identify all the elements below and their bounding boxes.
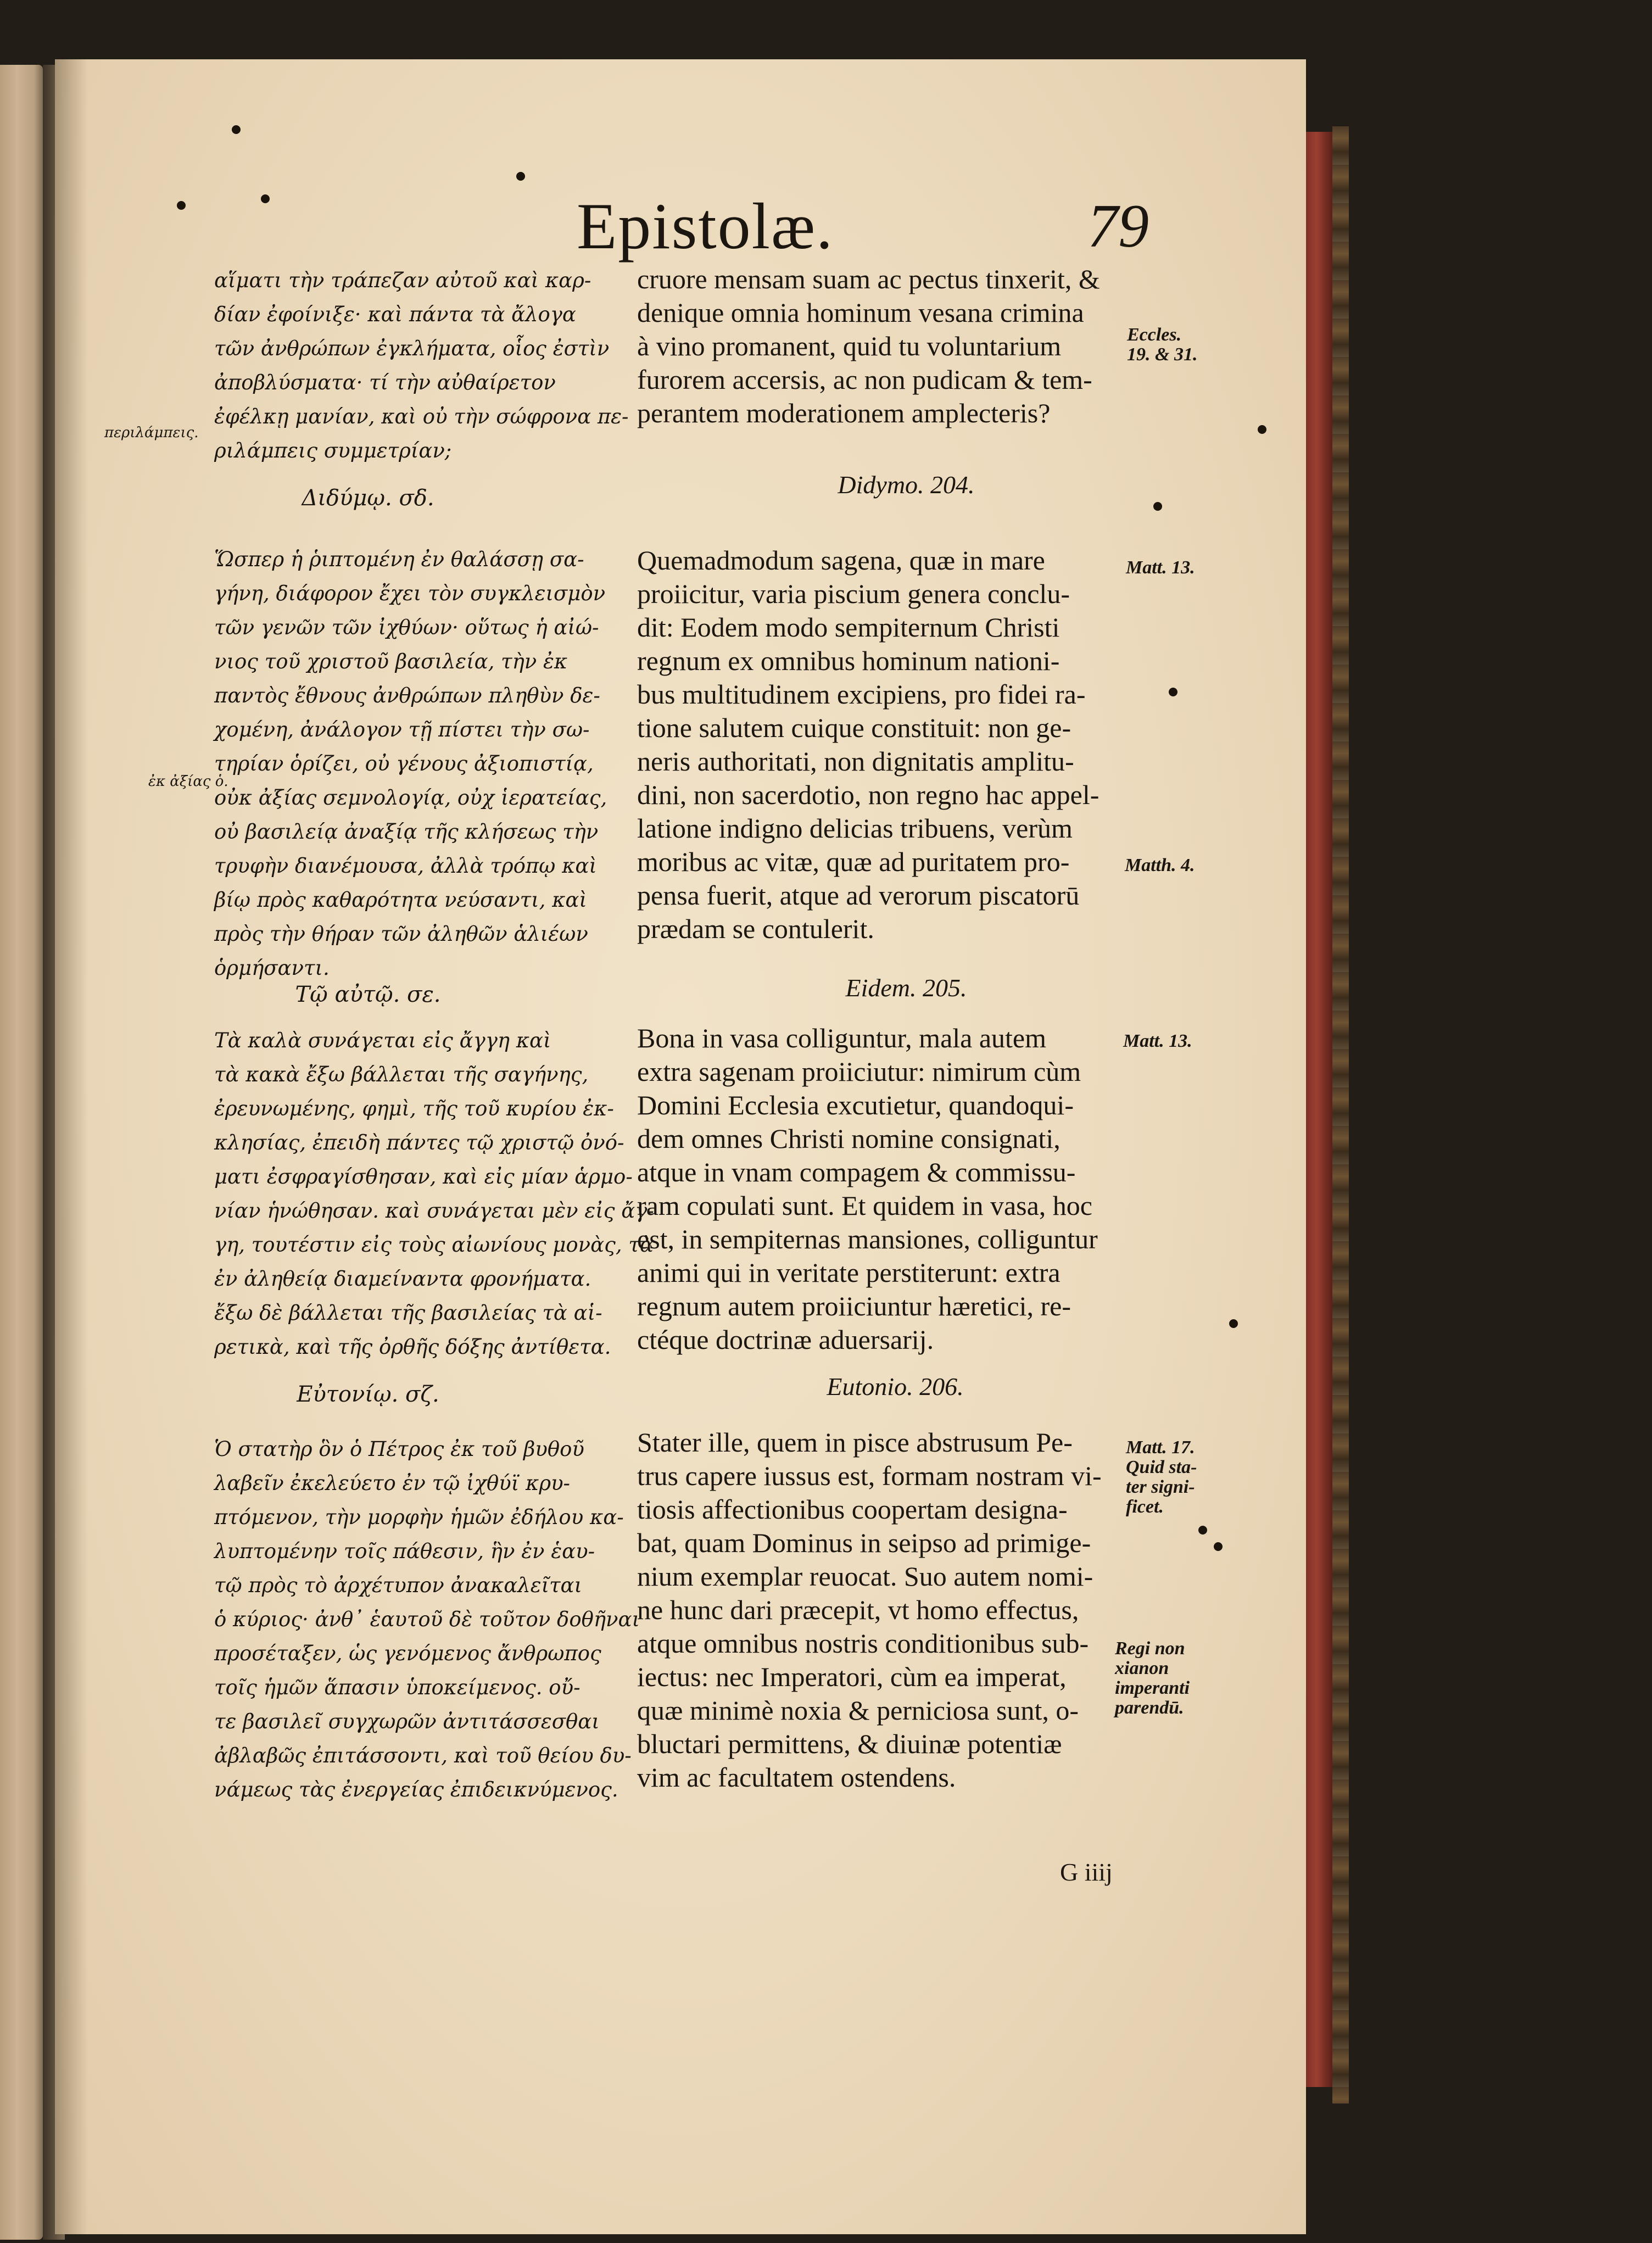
greek-heading-2: Τῷ αὐτῷ. σε. bbox=[295, 982, 441, 1007]
text-line: Quemadmodum sagena, quæ in mare bbox=[637, 545, 1045, 576]
ink-speck bbox=[516, 172, 525, 181]
running-title: Epistolæ. bbox=[577, 189, 834, 263]
margin-note-line: xianon bbox=[1115, 1658, 1169, 1678]
text-line: moribus ac vitæ, quæ ad puritatem pro- bbox=[637, 846, 1070, 877]
text-line: τῷ πρὸς τὸ ἀρχέτυπον ἀνακαλεῖται bbox=[214, 1574, 583, 1597]
text-line: τῶν γενῶν τῶν ἰχθύων· οὕτως ἡ αἰώ- bbox=[214, 616, 599, 639]
text-line: Ὁ στατὴρ ὃν ὁ Πέτρος ἐκ τοῦ βυθοῦ bbox=[214, 1437, 584, 1461]
marbled-endpaper bbox=[1332, 126, 1349, 2103]
greek-block-1 bbox=[214, 264, 676, 468]
text-line: ματι ἐσφραγίσθησαν, καὶ εἰς μίαν ἁρμο- bbox=[214, 1165, 633, 1189]
text-line: παντὸς ἔθνους ἀνθρώπων πληθὺν δε- bbox=[214, 684, 600, 707]
margin-note-line: Matt. 13. bbox=[1123, 1031, 1192, 1051]
text-line: cruore mensam suam ac pectus tinxerit, & bbox=[637, 264, 1100, 294]
text-line: νάμεως τὰς ἐνεργείας ἐπιδεικνύμενος. bbox=[214, 1778, 618, 1801]
page-number: 79 bbox=[1087, 192, 1149, 260]
ink-speck bbox=[1153, 502, 1162, 511]
text-line: ἐφέλκῃ μανίαν, καὶ οὐ τὴν σώφρονα πε- bbox=[214, 405, 629, 428]
text-line: Bona in vasa colliguntur, mala autem bbox=[637, 1023, 1047, 1053]
text-line: dem omnes Christi nomine consignati, bbox=[637, 1123, 1061, 1154]
text-line: trus capere iussus est, formam nostram vi- bbox=[637, 1460, 1102, 1491]
text-line: pensa fuerit, atque ad verorum piscatorū bbox=[637, 880, 1080, 911]
text-line: bat, quam Dominus in seipso ad primige- bbox=[637, 1527, 1091, 1558]
text-line: ὁ κύριος· ἀνθ᾽ ἑαυτοῦ δὲ τοῦτον δοθῆναι bbox=[214, 1608, 640, 1631]
text-line: ne hunc dari præcepit, vt homo effectus, bbox=[637, 1594, 1079, 1625]
margin-note-line: ficet. bbox=[1126, 1497, 1164, 1517]
text-line: tiosis affectionibus coopertam designa- bbox=[637, 1494, 1068, 1525]
text-line: ρετικὰ, καὶ τῆς ὀρθῆς δόξης ἀντίθετα. bbox=[214, 1335, 611, 1359]
text-line: bluctari permittens, & diuinæ potentiæ bbox=[637, 1728, 1062, 1759]
text-line: οὐκ ἀξίας σεμνολογίᾳ, οὐχ ἱερατείας, bbox=[214, 786, 607, 810]
text-line: λυπτομένην τοῖς πάθεσιν, ἣν ἐν ἑαυ- bbox=[214, 1539, 595, 1563]
greek-block-3 bbox=[214, 1024, 676, 1364]
greek-margin-note: ἐκ ἀξίας ὁ. bbox=[148, 773, 228, 790]
margin-note-line: Matth. 4. bbox=[1125, 855, 1195, 875]
text-line: denique omnia hominum vesana crimina bbox=[637, 297, 1084, 328]
latin-block-3 bbox=[637, 1022, 1175, 1357]
text-line: iectus: nec Imperatori, cùm ea imperat, bbox=[637, 1661, 1067, 1692]
text-line: βίῳ πρὸς καθαρότητα νεύσαντι, καὶ bbox=[214, 888, 587, 912]
latin-block-2 bbox=[637, 544, 1175, 946]
margin-note-eccles bbox=[1127, 325, 1197, 365]
margin-note-matt17 bbox=[1126, 1438, 1197, 1517]
ink-speck bbox=[1258, 425, 1266, 434]
text-line: προσέταξεν, ὡς γενόμενος ἄνθρωπος bbox=[214, 1642, 601, 1665]
text-line: prædam se contulerit. bbox=[637, 913, 874, 944]
text-line: ριλάμπεις συμμετρίαν; bbox=[214, 439, 452, 462]
greek-heading-3: Εὐτονίῳ. σζ. bbox=[297, 1382, 439, 1407]
text-line: furorem accersis, ac non pudicam & tem- bbox=[637, 364, 1092, 395]
margin-note-line: Matt. 13. bbox=[1126, 557, 1195, 578]
margin-note-line: ter signi- bbox=[1126, 1477, 1195, 1497]
text-line: dini, non sacerdotio, non regno hac appel- bbox=[637, 779, 1100, 810]
text-line: ἀποβλύσματα· τί τὴν αὐθαίρετον bbox=[214, 371, 556, 394]
margin-note-matt13b bbox=[1123, 1031, 1192, 1051]
greek-margin-note: περιλάμπεις. bbox=[104, 425, 199, 441]
text-line: νίαν ἡνώθησαν. καὶ συνάγεται μὲν εἰς ἄγ- bbox=[214, 1199, 654, 1223]
latin-heading-3: Eutonio. 206. bbox=[827, 1372, 964, 1401]
text-line: ctéque doctrinæ aduersarij. bbox=[637, 1324, 934, 1355]
text-line: proiicitur, varia piscium genera conclu- bbox=[637, 578, 1070, 609]
text-line: regnum autem proiiciuntur hæretici, re- bbox=[637, 1291, 1071, 1321]
ink-speck bbox=[1214, 1542, 1223, 1551]
text-line: perantem moderationem amplecteris? bbox=[637, 398, 1051, 428]
signature-mark: G iiij bbox=[1060, 1858, 1113, 1886]
greek-heading-1: Διδύμῳ. σδ. bbox=[302, 486, 434, 511]
text-line: γήνη, διάφορον ἔχει τὸν συγκλεισμὸν bbox=[214, 582, 606, 605]
text-line: atque in vnam compagem & commissu- bbox=[637, 1157, 1076, 1187]
text-line: τοῖς ἡμῶν ἅπασιν ὑποκείμενος. οὔ- bbox=[214, 1676, 581, 1699]
margin-note-line: Matt. 17. bbox=[1126, 1437, 1195, 1458]
text-line: extra sagenam proiiciutur: nimirum cùm bbox=[637, 1056, 1081, 1087]
text-line: πρὸς τὴν θήραν τῶν ἀληθῶν ἁλιέων bbox=[214, 922, 588, 946]
text-line: ἐρευνωμένης, φημὶ, τῆς τοῦ κυρίου ἐκ- bbox=[214, 1097, 614, 1120]
text-line: bus multitudinem excipiens, pro fidei ra- bbox=[637, 679, 1086, 710]
book-page bbox=[55, 59, 1306, 2234]
page-shadow bbox=[55, 59, 88, 2234]
text-line: vim ac facultatem ostendens. bbox=[637, 1762, 956, 1793]
text-line: τηρίαν ὁρίζει, οὐ γένους ἀξιοπιστίᾳ, bbox=[214, 752, 594, 775]
text-line: δίαν ἐφοίνιξε· καὶ πάντα τὰ ἄλογα bbox=[214, 303, 576, 326]
text-line: quæ minimè noxia & perniciosa sunt, o- bbox=[637, 1695, 1079, 1726]
text-line: atque omnibus nostris conditionibus sub- bbox=[637, 1628, 1089, 1659]
latin-heading-2: Eidem. 205. bbox=[845, 974, 967, 1002]
margin-note-line: Quid sta- bbox=[1126, 1457, 1197, 1477]
ink-speck bbox=[177, 201, 186, 210]
ink-speck bbox=[1169, 688, 1177, 696]
text-line: regnum ex omnibus hominum nationi- bbox=[637, 645, 1060, 676]
margin-note-matth4 bbox=[1125, 856, 1195, 875]
text-line: Τὰ καλὰ συνάγεται εἰς ἄγγη καὶ bbox=[214, 1029, 551, 1052]
margin-note-line: Regi non bbox=[1115, 1638, 1185, 1659]
text-line: τε βασιλεῖ συγχωρῶν ἀντιτάσσεσθαι bbox=[214, 1710, 600, 1733]
text-line: νιος τοῦ χριστοῦ βασιλεία, τὴν ἐκ bbox=[214, 650, 568, 673]
text-line: αἵματι τὴν τράπεζαν αὐτοῦ καὶ καρ- bbox=[214, 269, 591, 292]
text-line: οὐ βασιλείᾳ ἀναξίᾳ τῆς κλήσεως τὴν bbox=[214, 820, 599, 844]
text-line: tione salutem cuique constituit: non ge- bbox=[637, 712, 1071, 743]
margin-note-line: imperanti bbox=[1115, 1678, 1190, 1698]
text-line: Domini Ecclesia excutietur, quandoqui- bbox=[637, 1090, 1074, 1120]
text-line: Ὥσπερ ἡ ῥιπτομένη ἐν θαλάσσῃ σα- bbox=[214, 548, 584, 571]
text-line: Stater ille, quem in pisce abstrusum Pe- bbox=[637, 1427, 1073, 1458]
text-line: κλησίας, ἐπειδὴ πάντες τῷ χριστῷ ὀνό- bbox=[214, 1131, 624, 1154]
latin-block-1 bbox=[637, 263, 1175, 430]
latin-heading-1: Didymo. 204. bbox=[838, 471, 975, 499]
margin-note-matt13 bbox=[1126, 558, 1195, 578]
margin-note-line: parendū. bbox=[1115, 1698, 1184, 1718]
text-line: ram copulati sunt. Et quidem in vasa, hoc bbox=[637, 1190, 1092, 1221]
margin-note-line: 19. & 31. bbox=[1127, 344, 1198, 365]
text-line: ἀβλαβῶς ἐπιτάσσοντι, καὶ τοῦ θείου δυ- bbox=[214, 1744, 632, 1767]
text-line: est, in sempiternas mansiones, colliguntur bbox=[637, 1224, 1098, 1254]
text-line: λαβεῖν ἐκελεύετο ἐν τῷ ἰχθύϊ κρυ- bbox=[214, 1471, 571, 1495]
text-line: à vino promanent, quid tu voluntarium bbox=[637, 331, 1062, 361]
ink-speck bbox=[261, 194, 270, 203]
text-line: τῶν ἀνθρώπων ἐγκλήματα, οἷος ἐστὶν bbox=[214, 337, 610, 360]
text-line: nium exemplar reuocat. Suo autem nomi- bbox=[637, 1561, 1093, 1592]
text-line: τὰ κακὰ ἔξω βάλλεται τῆς σαγήνης, bbox=[214, 1063, 589, 1086]
text-line: γη, τουτέστιν εἰς τοὺς αἰωνίους μονὰς, τὰ bbox=[214, 1233, 654, 1257]
text-line: χομένη, ἀνάλογον τῇ πίστει τὴν σω- bbox=[214, 718, 590, 741]
text-line: dit: Eodem modo sempiternum Christi bbox=[637, 612, 1060, 643]
margin-note-regi bbox=[1115, 1639, 1190, 1718]
text-line: neris authoritati, non dignitatis amplitu- bbox=[637, 746, 1074, 777]
latin-block-4 bbox=[637, 1426, 1175, 1794]
greek-block-4 bbox=[214, 1432, 676, 1807]
text-line: ἔξω δὲ βάλλεται τῆς βασιλείας τὰ αἱ- bbox=[214, 1301, 602, 1325]
text-line: ὁρμήσαντι. bbox=[214, 956, 330, 980]
margin-note-line: Eccles. bbox=[1127, 325, 1182, 345]
greek-block-2 bbox=[214, 543, 676, 985]
text-line: τρυφὴν διανέμουσα, ἀλλὰ τρόπῳ καὶ bbox=[214, 854, 597, 878]
text-line: πτόμενον, τὴν μορφὴν ἡμῶν ἐδήλου κα- bbox=[214, 1505, 624, 1529]
text-line: latione indigno delicias tribuens, verùm bbox=[637, 813, 1073, 844]
ink-speck bbox=[1229, 1319, 1238, 1328]
text-line: ἐν ἀληθείᾳ διαμείναντα φρονήματα. bbox=[214, 1267, 591, 1291]
ink-speck bbox=[232, 125, 241, 134]
ink-speck bbox=[1198, 1526, 1207, 1535]
text-line: animi qui in veritate perstiterunt: extra bbox=[637, 1257, 1061, 1288]
previous-page-edge bbox=[0, 65, 43, 2240]
